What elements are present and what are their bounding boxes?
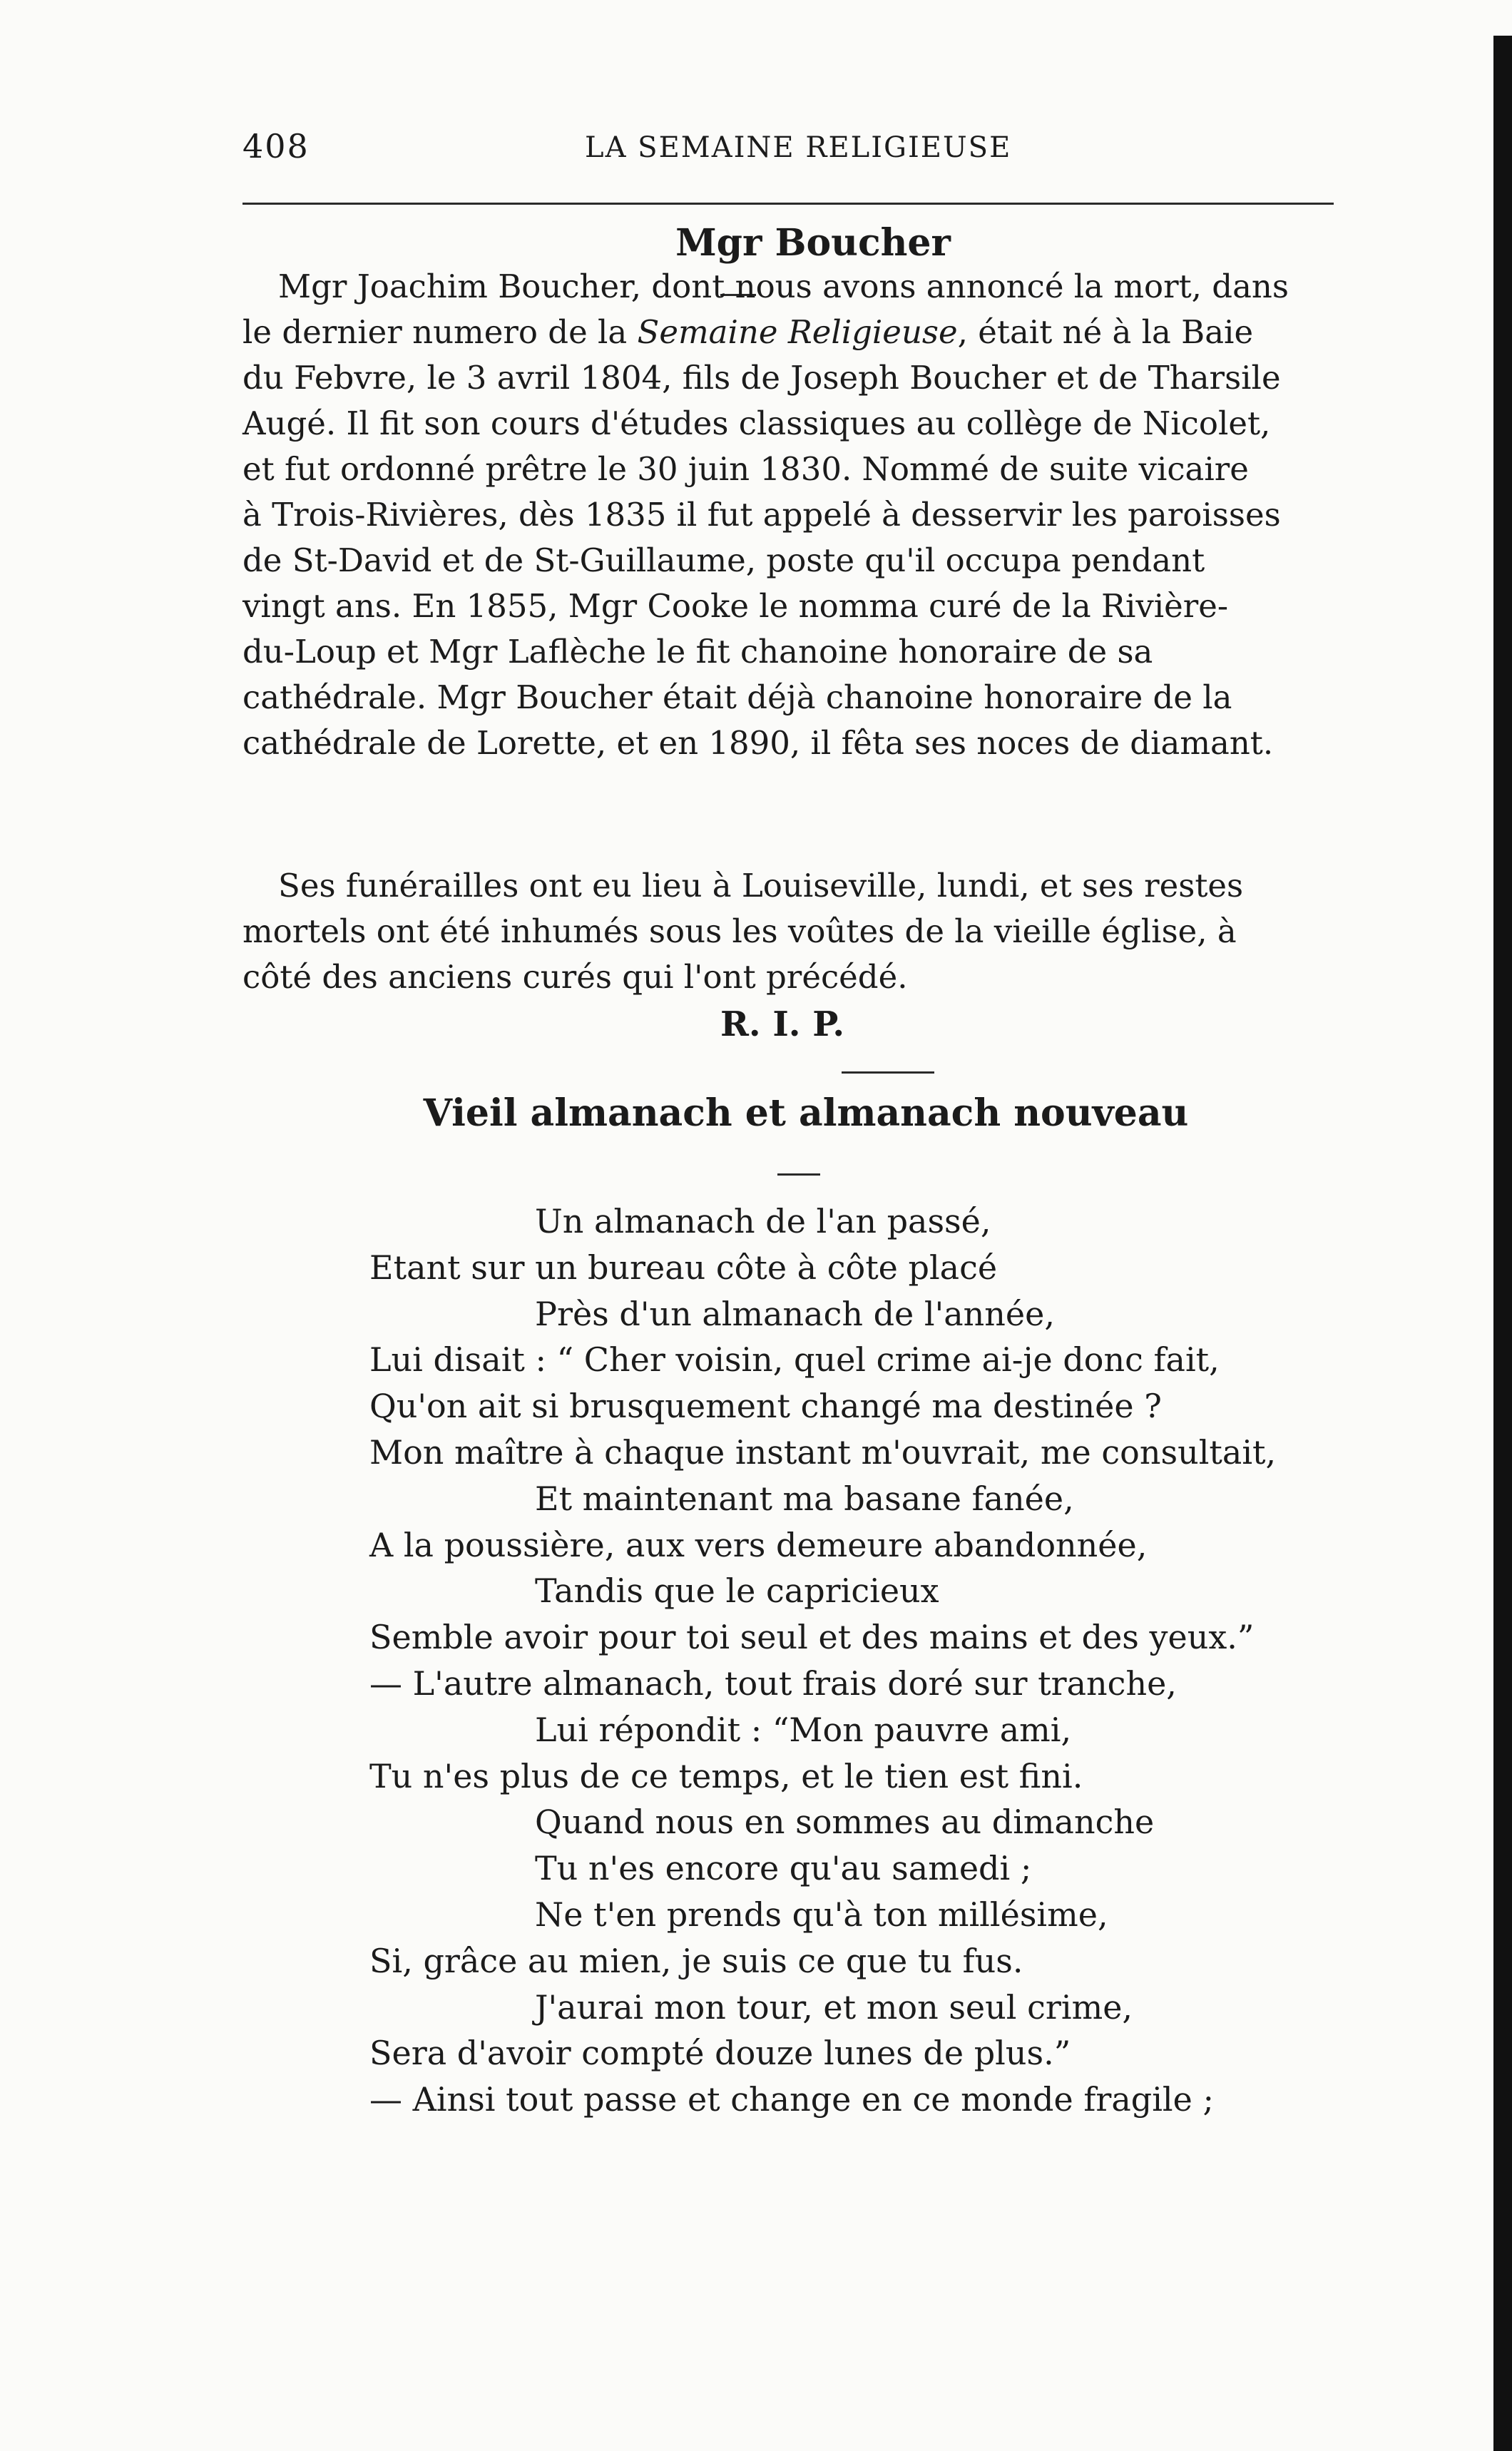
poem-line: A la poussière, aux vers demeure abandonnée, [369, 1525, 1148, 1564]
text-line: et fut ordonné prêtre le 30 juin 1830. Nommé de suite vicaire [242, 450, 1249, 488]
poem-line: Près d'un almanach de l'année, [535, 1294, 1055, 1333]
running-title: LA SEMAINE RELIGIEUSE [585, 131, 1012, 164]
article-title-boucher: Mgr Boucher [675, 221, 951, 265]
poem-line: Et maintenant ma basane fanée, [535, 1479, 1074, 1518]
poem-line: Lui disait : “ Cher voisin, quel crime ai-je donc fait, [369, 1340, 1220, 1380]
poem-line: J'aurai mon tour, et mon seul crime, [535, 1987, 1133, 2027]
header-rule [242, 203, 1334, 205]
poem-line: Un almanach de l'an passé, [535, 1202, 991, 1240]
poem-line: Mon maître à chaque instant m'ouvrait, me consultait, [369, 1432, 1277, 1472]
text-line: vingt ans. En 1855, Mgr Cooke le nomma curé de la Rivière- [242, 587, 1229, 625]
section-separator [842, 1071, 934, 1074]
poem-line: Lui répondit : “Mon pauvre ami, [535, 1710, 1072, 1749]
page-edge-shadow [1493, 36, 1512, 2451]
poem-line: Si, grâce au mien, je suis ce que tu fus. [369, 1941, 1023, 1980]
text-line: du-Loup et Mgr Laflèche le fit chanoine honoraire de sa [242, 633, 1153, 671]
poem-title-dash [777, 1173, 820, 1176]
poem-line: Qu'on ait si brusquement changé ma destinée ? [369, 1387, 1162, 1426]
poem-line: Tu n'es encore qu'au samedi ; [535, 1849, 1032, 1888]
page-number: 408 [242, 127, 310, 165]
article-paragraph-2 [242, 863, 1341, 1000]
poem-line: Ne t'en prends qu'à ton millésime, [535, 1895, 1108, 1934]
poem-line: Etant sur un bureau côte à côte placé [369, 1248, 998, 1287]
text-line: à Trois-Rivières, dès 1835 il fut appelé à desservir les paroisses [242, 496, 1281, 534]
poem-line: — L'autre almanach, tout frais doré sur tranche, [369, 1663, 1177, 1703]
poem-line: — Ainsi tout passe et change en ce monde fragile ; [369, 2080, 1214, 2119]
closing-rip: R. I. P. [720, 1004, 845, 1044]
page-header [242, 127, 1334, 177]
poem-verses [369, 1198, 1276, 2123]
text-line: du Febvre, le 3 avril 1804, fils de Joseph Boucher et de Tharsile [242, 359, 1281, 397]
poem-title: Vieil almanach et almanach nouveau [423, 1091, 1189, 1135]
text-line: côté des anciens curés qui l'ont précédé. [242, 958, 908, 996]
poem-line: Sera d'avoir compté douze lunes de plus.” [369, 2034, 1071, 2073]
text-line: le dernier numero de la Semaine Religieuse, était né à la Baie [242, 313, 1254, 351]
text-line: Augé. Il fit son cours d'études classiques au collège de Nicolet, [242, 404, 1271, 442]
text-line: cathédrale. Mgr Boucher était déjà chanoine honoraire de la [242, 678, 1232, 716]
text-line: Mgr Joachim Boucher, dont nous avons annoncé la mort, dans [278, 267, 1289, 305]
article-paragraph-1 [242, 264, 1341, 766]
poem-line: Semble avoir pour toi seul et des mains et des yeux.” [369, 1618, 1255, 1657]
poem-line: Tandis que le capricieux [535, 1571, 939, 1611]
poem-line: Tu n'es plus de ce temps, et le tien est fini. [369, 1756, 1083, 1795]
text-line: de St-David et de St-Guillaume, poste qu'il occupa pendant [242, 541, 1205, 579]
text-line: Ses funérailles ont eu lieu à Louiseville, lundi, et ses restes [278, 867, 1244, 905]
text-line: mortels ont été inhumés sous les voûtes de la vieille église, à [242, 912, 1237, 950]
text-line: cathédrale de Lorette, et en 1890, il fêta ses noces de diamant. [242, 724, 1274, 762]
poem-line: Quand nous en sommes au dimanche [535, 1803, 1155, 1842]
